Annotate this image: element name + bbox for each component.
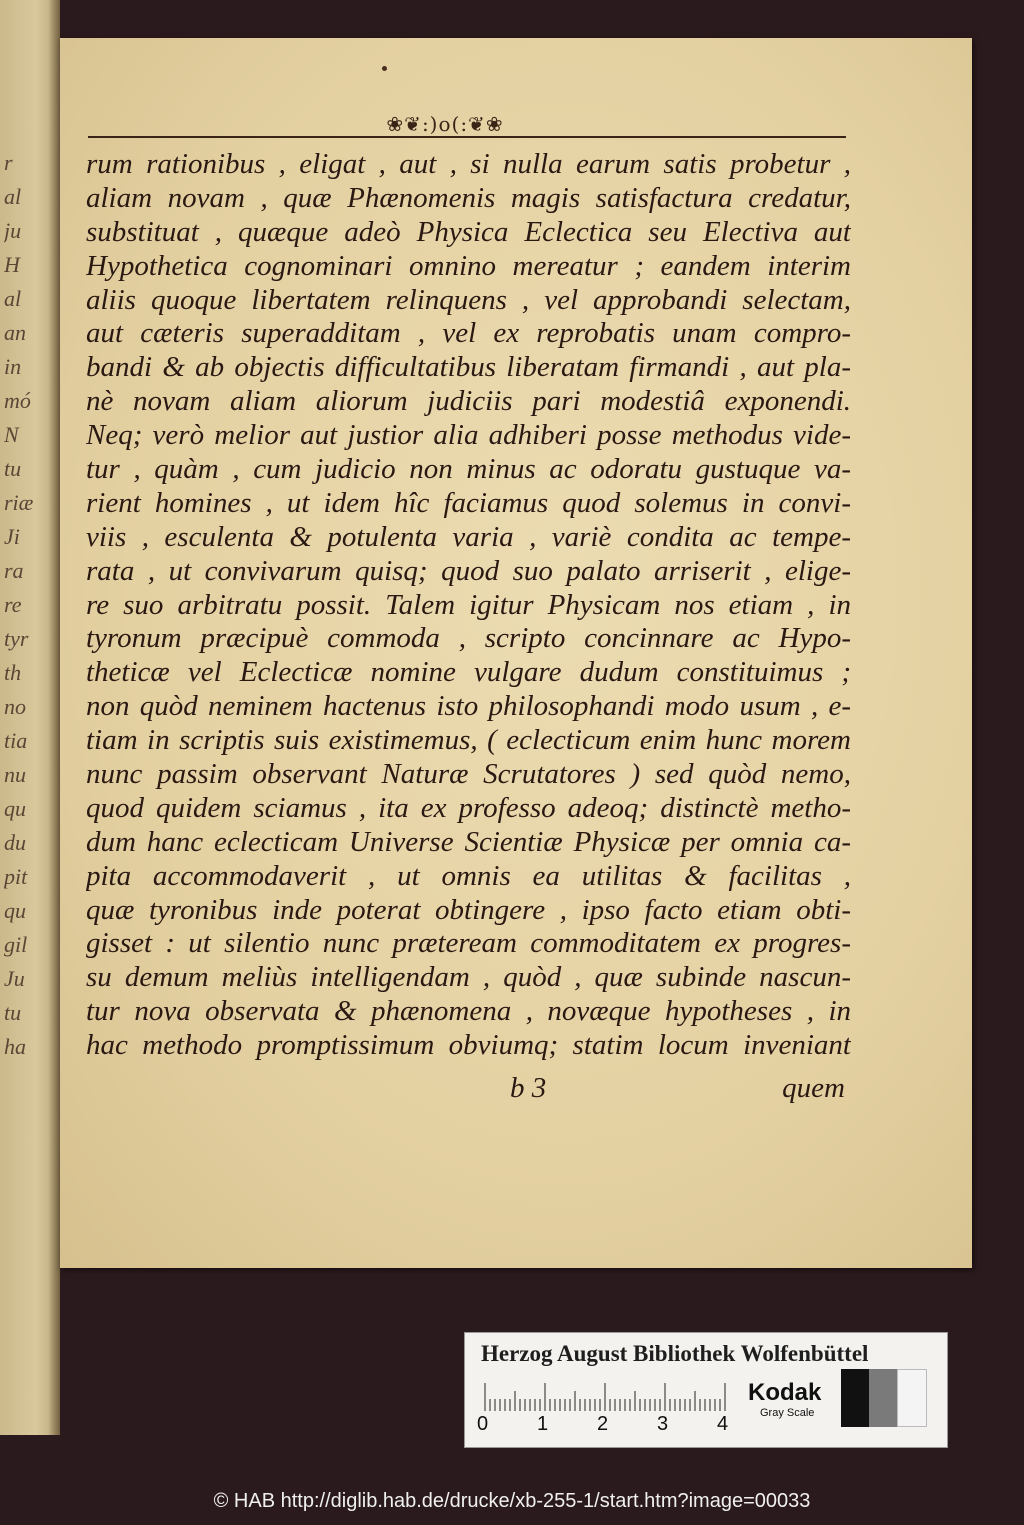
facing-page-fragment: mó [4, 388, 31, 413]
text-line: tiam in scriptis suis existimemus, ( eclecticum enim hunc morem [86, 724, 851, 757]
facing-page-fragment: ha [4, 1034, 26, 1059]
facing-page-fragment: al [4, 184, 22, 209]
ruler-label: 4 [717, 1413, 729, 1435]
page-text [86, 148, 851, 1063]
swatch-white [897, 1369, 927, 1427]
text-line: tur , quàm , cum judicio non minus ac odoratu gustuque va- [86, 453, 851, 486]
text-line: rum rationibus , eligat , aut , si nulla earum satis probetur , [86, 148, 851, 180]
swatch-mid-gray [869, 1369, 897, 1427]
text-line: nè novam aliam aliorum judiciis pari modestiâ exponendi. [86, 385, 851, 418]
facing-page-fragment: Ju [4, 966, 25, 991]
book-page [60, 38, 972, 1268]
library-name: Herzog August Bibliothek Wolfenbüttel [481, 1341, 869, 1366]
text-line: Hypothetica cognominari omnino mereatur ; eandem interim [86, 249, 851, 282]
facing-page-fragment: tia [4, 728, 28, 753]
facing-page-fragment: nu [4, 762, 26, 787]
facing-page-fragment: no [4, 694, 26, 719]
facing-page-fragment: re [4, 592, 22, 617]
facing-page-fragment: th [4, 660, 22, 685]
facing-page-fragment: tu [4, 456, 22, 481]
text-line: hac methodo promptissimum obviumq; statim locum inveniant [86, 1029, 851, 1062]
text-line: rient homines , ut idem hîc faciamus quod solemus in convi- [86, 486, 851, 519]
facing-page-fragment: gil [4, 932, 28, 957]
text-line: non quòd neminem hactenus isto philosophandi modo usum , e- [86, 690, 851, 723]
gray-scale-label: Gray Scale [760, 1407, 815, 1419]
signature-mark: b 3 [510, 1072, 547, 1104]
ink-dot [382, 66, 387, 71]
kodak-logo: Kodak [748, 1379, 822, 1406]
facing-page-fragment: r [4, 150, 13, 175]
facing-page-fragment: qu [4, 898, 26, 923]
text-line: aliam novam , quæ Phænomenis magis satisfactura credatur, [86, 181, 851, 214]
header-ornament: ❀❦:)o(:❦❀ [386, 112, 504, 136]
header-rule [88, 136, 846, 138]
text-line: aliis quoque libertatem relinquens , vel approbandi selectam, [86, 283, 851, 316]
facing-page-fragment: ju [4, 218, 22, 243]
ruler-label: 1 [537, 1413, 549, 1435]
text-line: gisset : ut silentio nunc præteream commoditatem ex progres- [86, 927, 851, 960]
ruler-scale [483, 1381, 733, 1411]
text-line: aut cæteris superadditam , vel ex reprobatis unam compro- [86, 317, 851, 350]
facing-page-fragment: an [4, 320, 26, 345]
facing-page-fragment: tyr [4, 626, 29, 651]
text-line: Neq; verò melior aut justior alia adhiberi posse methodus vide- [86, 419, 851, 452]
text-line: pita accommodaverit , ut omnis ea utilitas & facilitas , [86, 859, 851, 892]
text-line: quæ tyronibus inde poterat obtingere , ipso facto etiam obti- [86, 893, 851, 926]
catchword: quem [782, 1072, 845, 1104]
facing-page-fragment: ra [4, 558, 24, 583]
facing-page-fragment: in [4, 354, 22, 379]
text-line: substituat , quæque adeò Physica Eclectica seu Electiva aut [86, 215, 851, 248]
text-line: rata , ut convivarum quisq; quod suo palato arriserit , elige- [86, 554, 851, 587]
facing-page-edge [0, 0, 60, 1435]
facing-page-fragment: tu [4, 1000, 22, 1025]
text-line: dum hanc eclecticam Universe Scientiæ Physicæ per omnia ca- [86, 825, 851, 858]
ruler-label: 2 [597, 1413, 609, 1435]
facing-page-fragment: H [4, 252, 20, 277]
facing-page-fragment: N [4, 422, 19, 447]
color-reference-card [464, 1332, 948, 1448]
text-line: re suo arbitratu possit. Talem igitur Physicam nos etiam , in [86, 588, 851, 621]
text-line: bandi & ab objectis difficultatibus liberatam firmandi , aut pla- [86, 351, 851, 384]
facing-page-fragment: Ji [4, 524, 20, 549]
text-line: viis , esculenta & potulenta varia , variè condita ac tempe- [86, 520, 851, 553]
text-line: theticæ vel Eclecticæ nomine vulgare dudum constituimus ; [86, 656, 851, 689]
text-line: tyronum præcipuè commoda , scripto concinnare ac Hypo- [86, 622, 851, 655]
facing-page-fragment: al [4, 286, 22, 311]
facing-page-fragment: pit [4, 864, 28, 889]
page-footer [86, 1072, 851, 1106]
facing-page-fragment: du [4, 830, 26, 855]
facing-page-fragment: riæ [4, 490, 34, 515]
copyright-url: © HAB http://diglib.hab.de/drucke/xb-255-1/start.htm?image=00033 [213, 1490, 811, 1512]
ruler-label: 0 [477, 1413, 489, 1435]
text-line: nunc passim observant Naturæ Scrutatores ) sed quòd nemo, [86, 758, 851, 791]
text-line: tur nova observata & phænomena , novæque hypotheses , in [86, 995, 851, 1028]
text-line: su demum meliùs intelligendam , quòd , quæ subinde nascun- [86, 961, 851, 994]
ruler-label: 3 [657, 1413, 669, 1435]
swatch-black [841, 1369, 869, 1427]
facing-page-fragment: qu [4, 796, 26, 821]
text-line: quod quidem sciamus , ita ex professo adeoq; distinctè metho- [86, 791, 851, 824]
